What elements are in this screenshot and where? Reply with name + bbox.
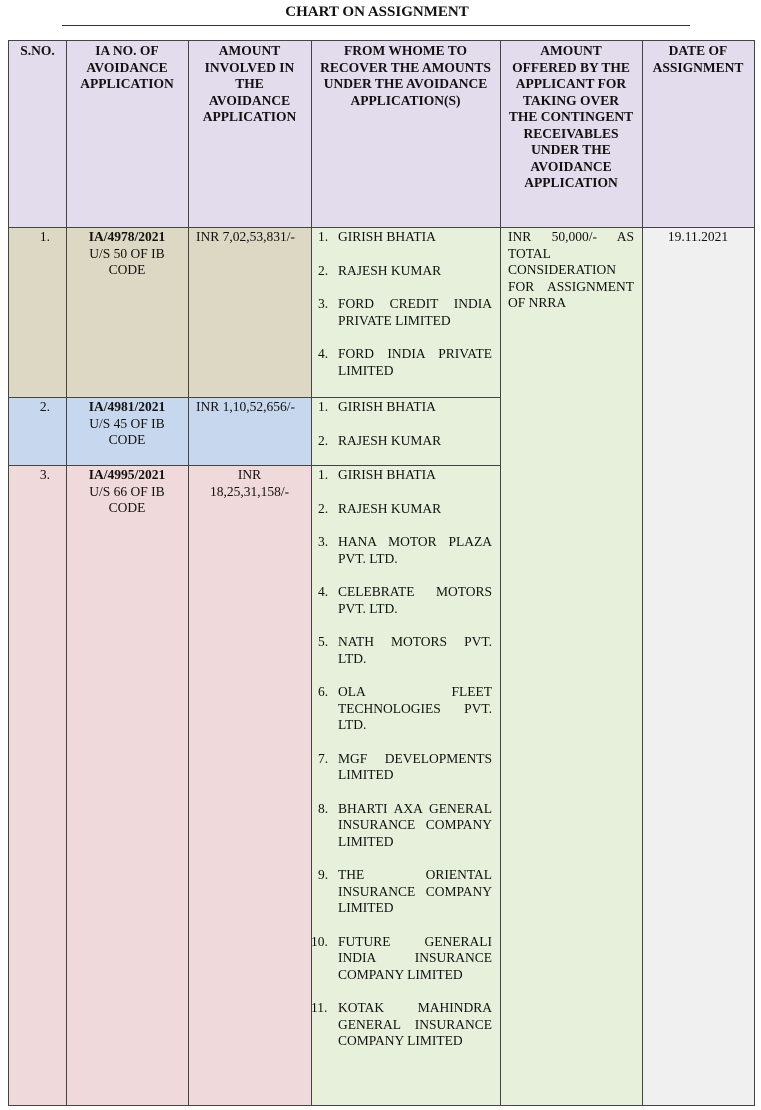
- list-item: 3. FORD CREDIT INDIA PRIVATE LIMITED: [318, 296, 492, 328]
- page-title: CHART ON ASSIGNMENT: [285, 4, 469, 20]
- column-divider: [66, 41, 67, 1105]
- row1-sno: 1.: [9, 227, 66, 397]
- assignment-date-cell: 19.11.2021: [642, 227, 754, 1105]
- row2-parties: [311, 397, 500, 465]
- column-divider: [188, 41, 189, 1105]
- list-item: 5. NATH MOTORS PVT. LTD.: [318, 634, 492, 666]
- row2-ia-cell: [66, 397, 188, 465]
- assignment-table: [8, 40, 755, 1106]
- list-item: 4. FORD INDIA PRIVATE LIMITED: [318, 346, 492, 378]
- row2-sno: 2.: [9, 397, 66, 465]
- row-divider: [9, 397, 500, 398]
- row2-party-list: [311, 399, 492, 449]
- header-amount: AMOUNT INVOLVED IN THE AVOIDANCE APPLICATION: [188, 41, 311, 227]
- row-divider: [9, 465, 500, 466]
- column-divider: [500, 41, 501, 1105]
- title-underline: [62, 25, 690, 26]
- list-item: 1. GIRISH BHATIA: [318, 399, 436, 414]
- row3-ia-cell: [66, 465, 188, 1105]
- row3-party-list: [311, 467, 492, 1050]
- list-item: 8. BHARTI AXA GENERAL INSURANCE COMPANY LIMITED: [318, 800, 492, 849]
- amount-offered-cell: INR 50,000/- AS TOTAL CONSIDERATION FOR ASSIGNMENT OF NRRA: [500, 227, 642, 1105]
- row1-amount: INR 7,02,53,831/-: [188, 227, 311, 397]
- list-item: 2. RAJESH KUMAR: [318, 500, 442, 516]
- list-item: 2. RAJESH KUMAR: [318, 432, 442, 448]
- list-item: 1. GIRISH BHATIA: [318, 229, 436, 244]
- header-sno: S.NO.: [9, 41, 66, 227]
- row3-amount: INR 18,25,31,158/-: [188, 465, 311, 1105]
- column-divider: [642, 41, 643, 1105]
- list-item: 9. THE ORIENTAL INSURANCE COMPANY LIMITED: [318, 867, 492, 915]
- column-divider: [311, 41, 312, 1105]
- list-item: 1. GIRISH BHATIA: [318, 467, 436, 482]
- row1-ia-cell: [66, 227, 188, 397]
- row3-ia-number: IA/4995/2021: [88, 467, 166, 482]
- list-item: 2. RAJESH KUMAR: [318, 262, 442, 278]
- row1-party-list: [311, 229, 492, 379]
- row3-sno: 3.: [9, 465, 66, 1105]
- row1-ia-section: U/S 50 OF IB CODE: [89, 245, 165, 277]
- list-item: 11. KOTAK MAHINDRA GENERAL INSURANCE COMPANY LIMITED: [311, 1000, 492, 1048]
- row1-parties: [311, 227, 500, 397]
- list-item: 4. CELEBRATE MOTORS PVT. LTD.: [318, 584, 492, 616]
- header-date: DATE OF ASSIGNMENT: [642, 41, 754, 227]
- header-from-whom: FROM WHOME TO RECOVER THE AMOUNTS UNDER THE AVOIDANCE APPLICATION(S): [311, 41, 500, 227]
- row2-amount: INR 1,10,52,656/-: [188, 397, 311, 465]
- list-item: 6. OLA FLEET TECHNOLOGIES PVT. LTD.: [318, 684, 492, 732]
- row-divider: [9, 227, 754, 228]
- row2-ia-section: U/S 45 OF IB CODE: [89, 415, 165, 447]
- header-amount-offered: AMOUNT OFFERED BY THE APPLICANT FOR TAKING OVER THE CONTINGENT RECEIVABLES UNDER THE AVOIDANCE APPLICATION: [500, 41, 642, 227]
- list-item: 10. FUTURE GENERALI INDIA INSURANCE COMPANY LIMITED: [311, 933, 492, 982]
- list-item: 7. MGF DEVELOPMENTS LIMITED: [318, 750, 492, 782]
- list-item: 3. HANA MOTOR PLAZA PVT. LTD.: [318, 534, 492, 566]
- header-ia-no: IA NO. OF AVOIDANCE APPLICATION: [66, 41, 188, 227]
- row2-ia-number: IA/4981/2021: [88, 399, 166, 414]
- row3-ia-section: U/S 66 OF IB CODE: [89, 483, 165, 515]
- row3-parties: [311, 465, 500, 1105]
- row1-ia-number: IA/4978/2021: [88, 229, 166, 244]
